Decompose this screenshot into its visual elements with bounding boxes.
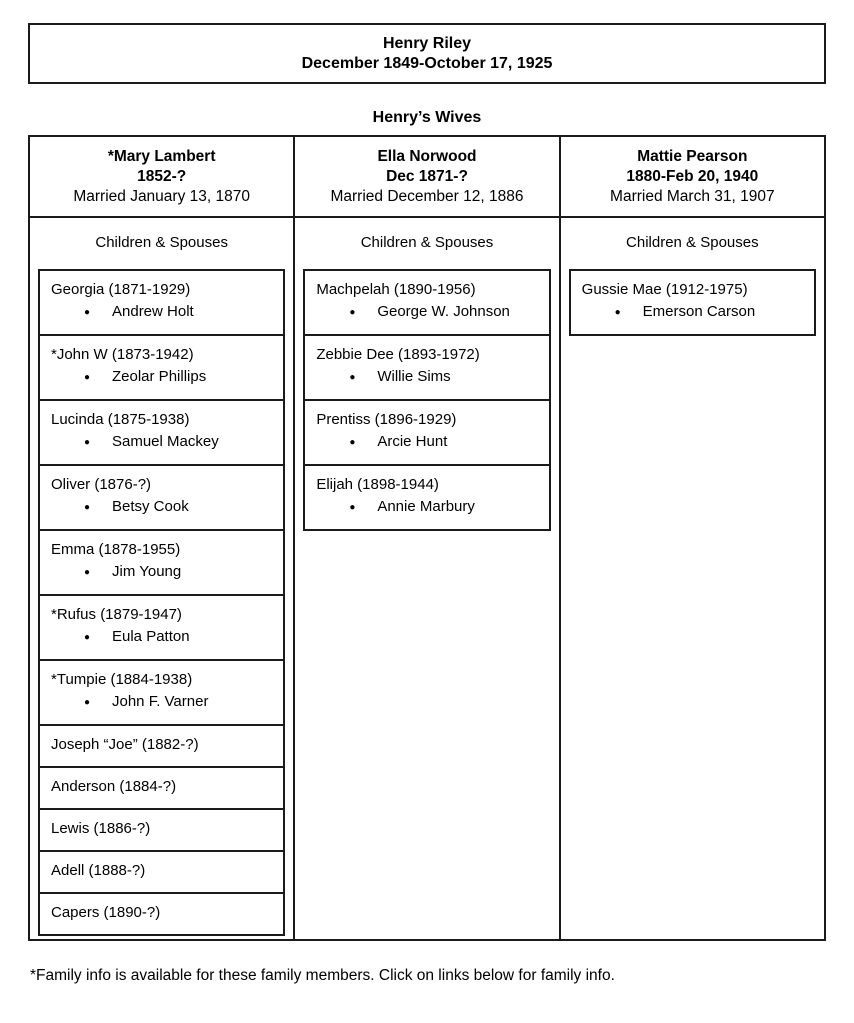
wife-name: Ella Norwood [377,148,477,165]
children-spouses-header: Children & Spouses [95,234,228,251]
child-box [38,464,285,531]
child-name: Adell (1888-?) [51,862,146,879]
wife-married-date: Married January 13, 1870 [73,188,250,205]
wife-married-date: Married March 31, 1907 [610,188,775,205]
child-box [303,399,550,466]
wife-column-3 [561,137,824,939]
spouse-row [51,496,277,519]
spouse-row [51,366,277,389]
child-box [38,850,285,894]
spouse-row [316,496,542,519]
child-name: Capers (1890-?) [51,904,161,921]
child-box [38,659,285,726]
bullet-icon: ● [84,697,91,708]
spouse-name: Eula Patton [112,628,190,645]
spouse-name: Willie Sims [377,368,451,385]
child-name: Georgia (1871-1929) [51,281,191,298]
spouse-name: Samuel Mackey [112,433,219,450]
child-name: Gussie Mae (1912-1975) [581,281,748,298]
spouse-row [316,366,542,389]
bullet-icon: ● [84,632,91,643]
section-heading: Henry’s Wives [372,109,482,126]
child-box [569,269,816,336]
bullet-icon: ● [84,372,91,383]
children-spouses-header: Children & Spouses [626,234,759,251]
children-stack [38,269,285,936]
child-box [38,594,285,661]
wife-dates: 1852-? [137,168,187,185]
spouse-name: Emerson Carson [642,303,756,320]
spouse-name: Andrew Holt [112,303,194,320]
child-name: *John W (1873-1942) [51,346,194,363]
children-stack [569,269,816,336]
spouse-row [51,626,277,649]
child-name: Anderson (1884-?) [51,778,177,795]
wife-column-2 [295,137,560,939]
bullet-icon: ● [84,307,91,318]
bullet-icon: ● [614,307,621,318]
wife-header-cell [295,137,558,218]
child-box [38,399,285,466]
patriarch-name: Henry Riley [382,34,472,52]
title-box [28,23,826,84]
bullet-icon: ● [349,372,356,383]
wife-body-cell [561,218,824,336]
wife-dates: Dec 1871-? [386,168,468,185]
child-box [38,269,285,336]
children-spouses-header: Children & Spouses [360,234,494,251]
child-name: Elijah (1898-1944) [316,476,439,493]
child-name: *Tumpie (1884-1938) [51,671,193,688]
child-name: Zebbie Dee (1893-1972) [316,346,480,363]
bullet-icon: ● [84,502,91,513]
child-name: Lucinda (1875-1938) [51,411,190,428]
child-box [38,334,285,401]
child-name: *Rufus (1879-1947) [51,606,182,623]
spouse-row [316,431,542,454]
child-box [38,766,285,810]
bullet-icon: ● [84,567,91,578]
spouse-row [51,691,277,714]
spouse-row [582,301,808,324]
bullet-icon: ● [349,437,356,448]
spouse-row [51,561,277,584]
bullet-icon: ● [349,502,356,513]
child-box [303,464,550,531]
child-box [38,724,285,768]
child-box [303,334,550,401]
spouse-row [316,301,542,324]
spouse-name: Zeolar Phillips [112,368,207,385]
child-box [38,808,285,852]
wife-body-cell [30,218,293,936]
spouse-name: Betsy Cook [112,498,189,515]
spouse-name: Annie Marbury [377,498,475,515]
bullet-icon: ● [84,437,91,448]
child-name: Oliver (1876-?) [51,476,152,493]
child-name: Joseph “Joe” (1882-?) [51,736,199,753]
bullet-icon: ● [349,307,356,318]
child-box [38,529,285,596]
wife-married-date: Married December 12, 1886 [330,188,524,205]
wife-dates: 1880-Feb 20, 1940 [626,168,759,185]
wife-body-cell [295,218,558,531]
wives-table [28,135,826,941]
child-name: Emma (1878-1955) [51,541,181,558]
wife-name: *Mary Lambert [107,148,216,165]
wife-header-cell [30,137,293,218]
spouse-row [51,301,277,324]
spouse-name: George W. Johnson [377,303,510,320]
wife-name: Mattie Pearson [637,148,748,165]
child-name: Prentiss (1896-1929) [316,411,457,428]
wife-header-cell [561,137,824,218]
child-name: Machpelah (1890-1956) [316,281,476,298]
child-box [303,269,550,336]
spouse-name: Arcie Hunt [377,433,448,450]
footnote: *Family info is available for these family members. Click on links below for family info. [30,967,615,984]
spouse-name: John F. Varner [112,693,209,710]
patriarch-dates: December 1849-October 17, 1925 [301,54,553,72]
child-box [38,892,285,936]
wife-column-1 [30,137,295,939]
children-stack [303,269,550,531]
spouse-row [51,431,277,454]
child-name: Lewis (1886-?) [51,820,151,837]
spouse-name: Jim Young [112,563,182,580]
